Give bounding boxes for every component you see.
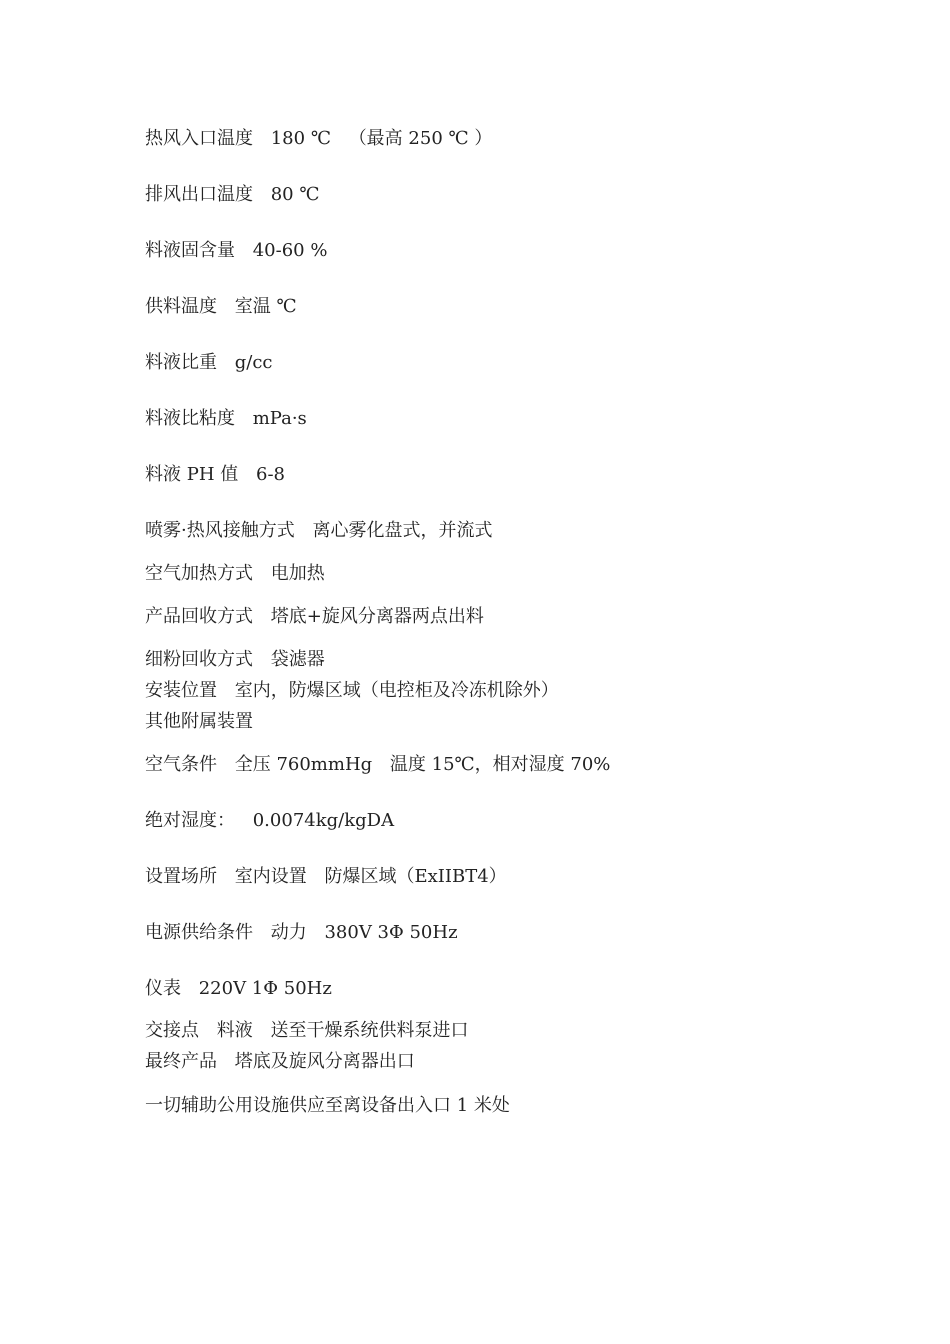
- line-value: 动力: [270, 922, 307, 943]
- line-label: 供料温度: [145, 296, 217, 317]
- line-label: 产品回收方式: [145, 606, 253, 627]
- line-label: 细粉回收方式: [145, 649, 253, 670]
- line-power-supply: [145, 922, 458, 944]
- line-value: 180 ℃: [270, 128, 331, 149]
- line-spray-contact-mode: [145, 520, 492, 542]
- line-value: 0.0074kg/kgDA: [252, 810, 395, 831]
- line-value: g/cc: [234, 352, 273, 373]
- line-value: 80 ℃: [270, 184, 320, 205]
- line-label: 热风入口温度: [145, 128, 253, 149]
- line-hot-air-inlet-temp: [145, 128, 492, 150]
- line-fine-powder-recovery: [145, 649, 325, 671]
- line-label: 料液比重: [145, 352, 217, 373]
- line-value: 40-60 %: [252, 240, 328, 261]
- line-label: 一切辅助公用设施供应至离设备出入口 1 米处: [145, 1095, 510, 1116]
- line-value: 塔底及旋风分离器出口: [234, 1051, 415, 1072]
- line-final-product: [145, 1051, 415, 1073]
- line-feed-temp: [145, 296, 297, 318]
- line-label: 喷雾·热风接触方式: [145, 520, 295, 541]
- line-exhaust-outlet-temp: [145, 184, 320, 206]
- line-label: 料液 PH 值: [145, 464, 239, 485]
- line-label: 料液固含量: [145, 240, 235, 261]
- line-label: 交接点: [145, 1020, 199, 1041]
- line-label: 电源供给条件: [145, 922, 253, 943]
- line-absolute-humidity: [145, 810, 394, 832]
- line-value: 袋滤器: [270, 649, 325, 670]
- line-value: 离心雾化盘式，并流式: [312, 520, 493, 541]
- line-product-recovery: [145, 606, 484, 628]
- line-value: mPa·s: [252, 408, 307, 429]
- line-value: 塔底+旋风分离器两点出料: [270, 606, 484, 627]
- line-utilities-note: [145, 1095, 510, 1117]
- line-extra: （最高 250 ℃ ）: [348, 128, 493, 149]
- line-label: 空气条件: [145, 754, 217, 775]
- line-label: 最终产品: [145, 1051, 217, 1072]
- line-value: 室温 ℃: [234, 296, 297, 317]
- line-viscosity: [145, 408, 307, 430]
- line-extra: 送至干燥系统供料泵进口: [270, 1020, 469, 1041]
- line-label: 空气加热方式: [145, 563, 253, 584]
- line-label: 绝对湿度：: [145, 810, 235, 831]
- line-label: 设置场所: [145, 866, 217, 887]
- line-label: 仪表: [145, 978, 181, 999]
- line-specific-gravity: [145, 352, 272, 374]
- line-value: 电加热: [270, 563, 325, 584]
- line-air-heating: [145, 563, 325, 585]
- line-other-accessories: [145, 711, 253, 733]
- line-value: 料液: [216, 1020, 253, 1041]
- line-handover-point: [145, 1020, 468, 1042]
- line-extra: 380V 3Φ 50Hz: [324, 922, 458, 943]
- line-label: 其他附属装置: [145, 711, 253, 732]
- line-label: 料液比粘度: [145, 408, 235, 429]
- line-solid-content: [145, 240, 327, 262]
- line-value: 室内，防爆区域（电控柜及冷冻机除外）: [234, 680, 559, 701]
- line-air-conditions: [145, 754, 610, 776]
- line-value: 6-8: [256, 464, 285, 485]
- line-install-location: [145, 680, 559, 702]
- line-installation-site: [145, 866, 507, 888]
- line-instrument-power: [145, 978, 332, 1000]
- line-ph: [145, 464, 285, 486]
- line-value: 室内设置: [234, 866, 307, 887]
- line-extra: 防爆区域（ExIIBT4）: [324, 866, 507, 887]
- line-label: 排风出口温度: [145, 184, 253, 205]
- line-extra: 温度 15℃，相对湿度 70%: [389, 754, 611, 775]
- line-value: 220V 1Φ 50Hz: [198, 978, 332, 999]
- line-label: 安装位置: [145, 680, 217, 701]
- line-value: 全压 760mmHg: [234, 754, 373, 775]
